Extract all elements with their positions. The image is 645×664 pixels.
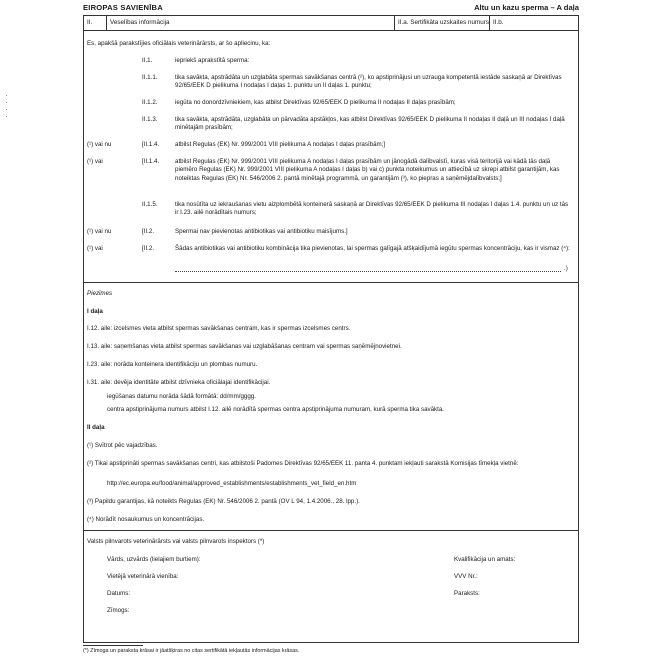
qualification-field-label: Kvalifikācija un amats: xyxy=(454,556,516,563)
item-code: [II.2. xyxy=(142,245,155,252)
footnote-line: (³) Papildu garantijas, kā noteikts Regulas (EK) Nr. 546/2006 2. pantā (OV L 94, 1.4.2006., 28. lpp.). xyxy=(87,498,360,505)
approved-centres-url: http://ec.europa.eu/food/animal/approved_establishments/establishments_vet_field_en.htm xyxy=(107,480,357,487)
item-code: II.1.5. xyxy=(142,201,158,208)
page-footnote: (*) Zīmoga un paraksta krāsai ir jāatšķiras no citas sertifikātā iekļautās informācijas krāsas. xyxy=(83,648,300,654)
item-text: atbilst Regulas (EK) Nr. 999/2001 VIII pielikuma A nodaļas I daļas prasībām un jānogādā dalībvalstī, kuras visā teritorijā vai kādā tās daļā piemēro Regulas (EK) Nr. 999/2001 VIII pielikuma A nodaļas I daļas b) vai c) punkta noteikumus un attiecībā uz skrepi atbilst garantijām, kas noteiktas Regulas (EK) Nr. 546/2006 2. pantā minētajā programmā, un garantijām (³), ko piepras a saņēmējdalībvalsts;] xyxy=(175,158,560,182)
item-code: [II.2. xyxy=(142,228,155,235)
date-field-label: Datums: xyxy=(107,590,131,597)
note-line: centra apstiprinājuma numurs atbilst I.12. ailē norādītā spermas centra apstiprinājuma numuram, kurā sperma tika savākta. xyxy=(107,406,445,413)
item-text: iepriekš aprakstītā sperma: xyxy=(175,57,250,64)
part-two-heading: II daļa xyxy=(87,424,105,431)
signature-field-label: Paraksts: xyxy=(454,590,480,597)
note-line: I.23. aile: norāda konteinera identifikāciju un plombas numuru. xyxy=(87,361,258,368)
item-text: tika savākta, apstrādāta un uzglabāta spermas savākšanas centrā (²), ko apstiprinājusi un uzrauga kompetentā iestāde saskaņā ar Direktīvas 92/65/EEK D pielikuma I nodaļas I daļas 1. punktu un II daļas 1. punktu; xyxy=(175,74,562,90)
item-prefix: (¹) vai xyxy=(87,158,103,165)
divider xyxy=(84,530,578,531)
item-prefix: (¹) vai nu xyxy=(87,141,112,148)
document-header-right: Altu un kazu sperma – A daļa xyxy=(474,3,579,12)
footnote-line: (¹) Svītrot pēc vajadzības. xyxy=(87,442,158,449)
intro-text: Es, apakšā parakstījies oficiālais veterinārārsts, ar šo apliecinu, ka: xyxy=(87,40,271,47)
item-text: tika savākta, apstrādāta, uzglabāta un pārvadāta apstākļos, kas atbilst Direktīvas 92/65/EEK D pielikuma II nodaļas II daļā un III nodaļas I daļā minētajām prasībām; xyxy=(175,116,565,132)
section-title: Veselības informācija xyxy=(106,16,394,30)
closing-paren: .) xyxy=(564,265,568,272)
item-code: II.1.1. xyxy=(142,74,158,81)
note-line: I.31. aile: devēja identitāte atbilst dzīvnieka oficiālajai identifikācijai. xyxy=(87,379,271,386)
note-line: iegūšanas datumu norāda šādā formātā: dd/mm/gggg. xyxy=(107,393,256,400)
iib-cell: II.b. xyxy=(489,16,580,30)
item-code: II.1.3. xyxy=(142,116,158,123)
note-line: I.13. aile: saņemšanas vieta atbilst spermas savākšanas vai uzglabāšanas centram vai spermas saņēmējnovietnei. xyxy=(87,343,402,350)
footnote-rule xyxy=(83,645,143,646)
section-number: II. xyxy=(87,19,93,26)
item-prefix: (¹) vai nu xyxy=(87,228,112,235)
item-text: Spermai nav pievienotas antibiotikas vai antibiotiku maisījums.] xyxy=(175,228,348,235)
certificate-reference: II.a. Sertifikāta uzskaites numurs xyxy=(394,16,489,30)
signature-heading: Valsts pilnvarots veterinārārsts vai valsts pilnvarots inspektors (*) xyxy=(87,538,265,545)
item-code: II.1. xyxy=(142,57,153,64)
document-header-left: EIROPAS SAVIENĪBA xyxy=(83,3,163,12)
title-bar xyxy=(84,16,578,31)
divider xyxy=(84,282,578,283)
item-text: Šādas antibiotikas vai antibiotiku kombinācija tika pievienotas, lai spermas galīgajā atšķaidījumā iegūtu spermas koncentrāciju, kas ir vismaz (⁴): xyxy=(175,245,570,252)
stamp-field-label: Zīmogs: xyxy=(107,607,130,614)
item-code: II.1.2. xyxy=(142,99,158,106)
fill-in-line xyxy=(175,271,561,272)
footnote-line: (⁴) Norādīt nosaukumus un koncentrācijas. xyxy=(87,516,205,523)
item-text: atbilst Regulas (EK) Nr. 999/2001 VIII pielikuma A nodaļas I daļas prasībām;] xyxy=(175,141,386,148)
vvv-number-label: VVV Nr.: xyxy=(454,573,478,580)
note-line: I.12. aile: izcelsmes vieta atbilst spermas savākšanas centram, kas ir spermas izcelsmes centrs. xyxy=(87,325,351,332)
item-text: tika nosūtīta uz iekraušanas vietu aizplombētā konteinerā saskaņā ar Direktīvas 92/65/EEK D pielikuma III nodaļas I daļas 1.4. punktu un uz tās ir I.23. ailē norādītais numurs; xyxy=(175,201,569,217)
certificate-frame xyxy=(83,15,579,643)
item-code: [II.1.4. xyxy=(142,141,160,148)
notes-heading: Piezīmes xyxy=(87,290,113,297)
part-one-heading: I daļa xyxy=(87,308,103,315)
item-text: iegūta no donordzīvniekiem, kas atbilst Direktīvas 92/65/EEK D pielikuma II nodaļas II daļas prasībām; xyxy=(175,99,456,106)
item-prefix: (¹) vai xyxy=(87,245,103,252)
footnote-line: (²) Tikai apstiprināti spermas savākšanas centri, kas atbilstoši Padomes Direktīvas 92/65/EEK 11. panta 4. punktam iekļauti sarakstā Komisijas tīmekļa vietnē: xyxy=(87,460,519,467)
name-field-label: Vārds, uzvārds (lielajiem burtiem): xyxy=(107,556,201,563)
margin-marks xyxy=(6,95,8,125)
item-code: [II.1.4. xyxy=(142,158,160,165)
veterinary-unit-label: Vietējā veterinārā vienība: xyxy=(107,573,179,580)
